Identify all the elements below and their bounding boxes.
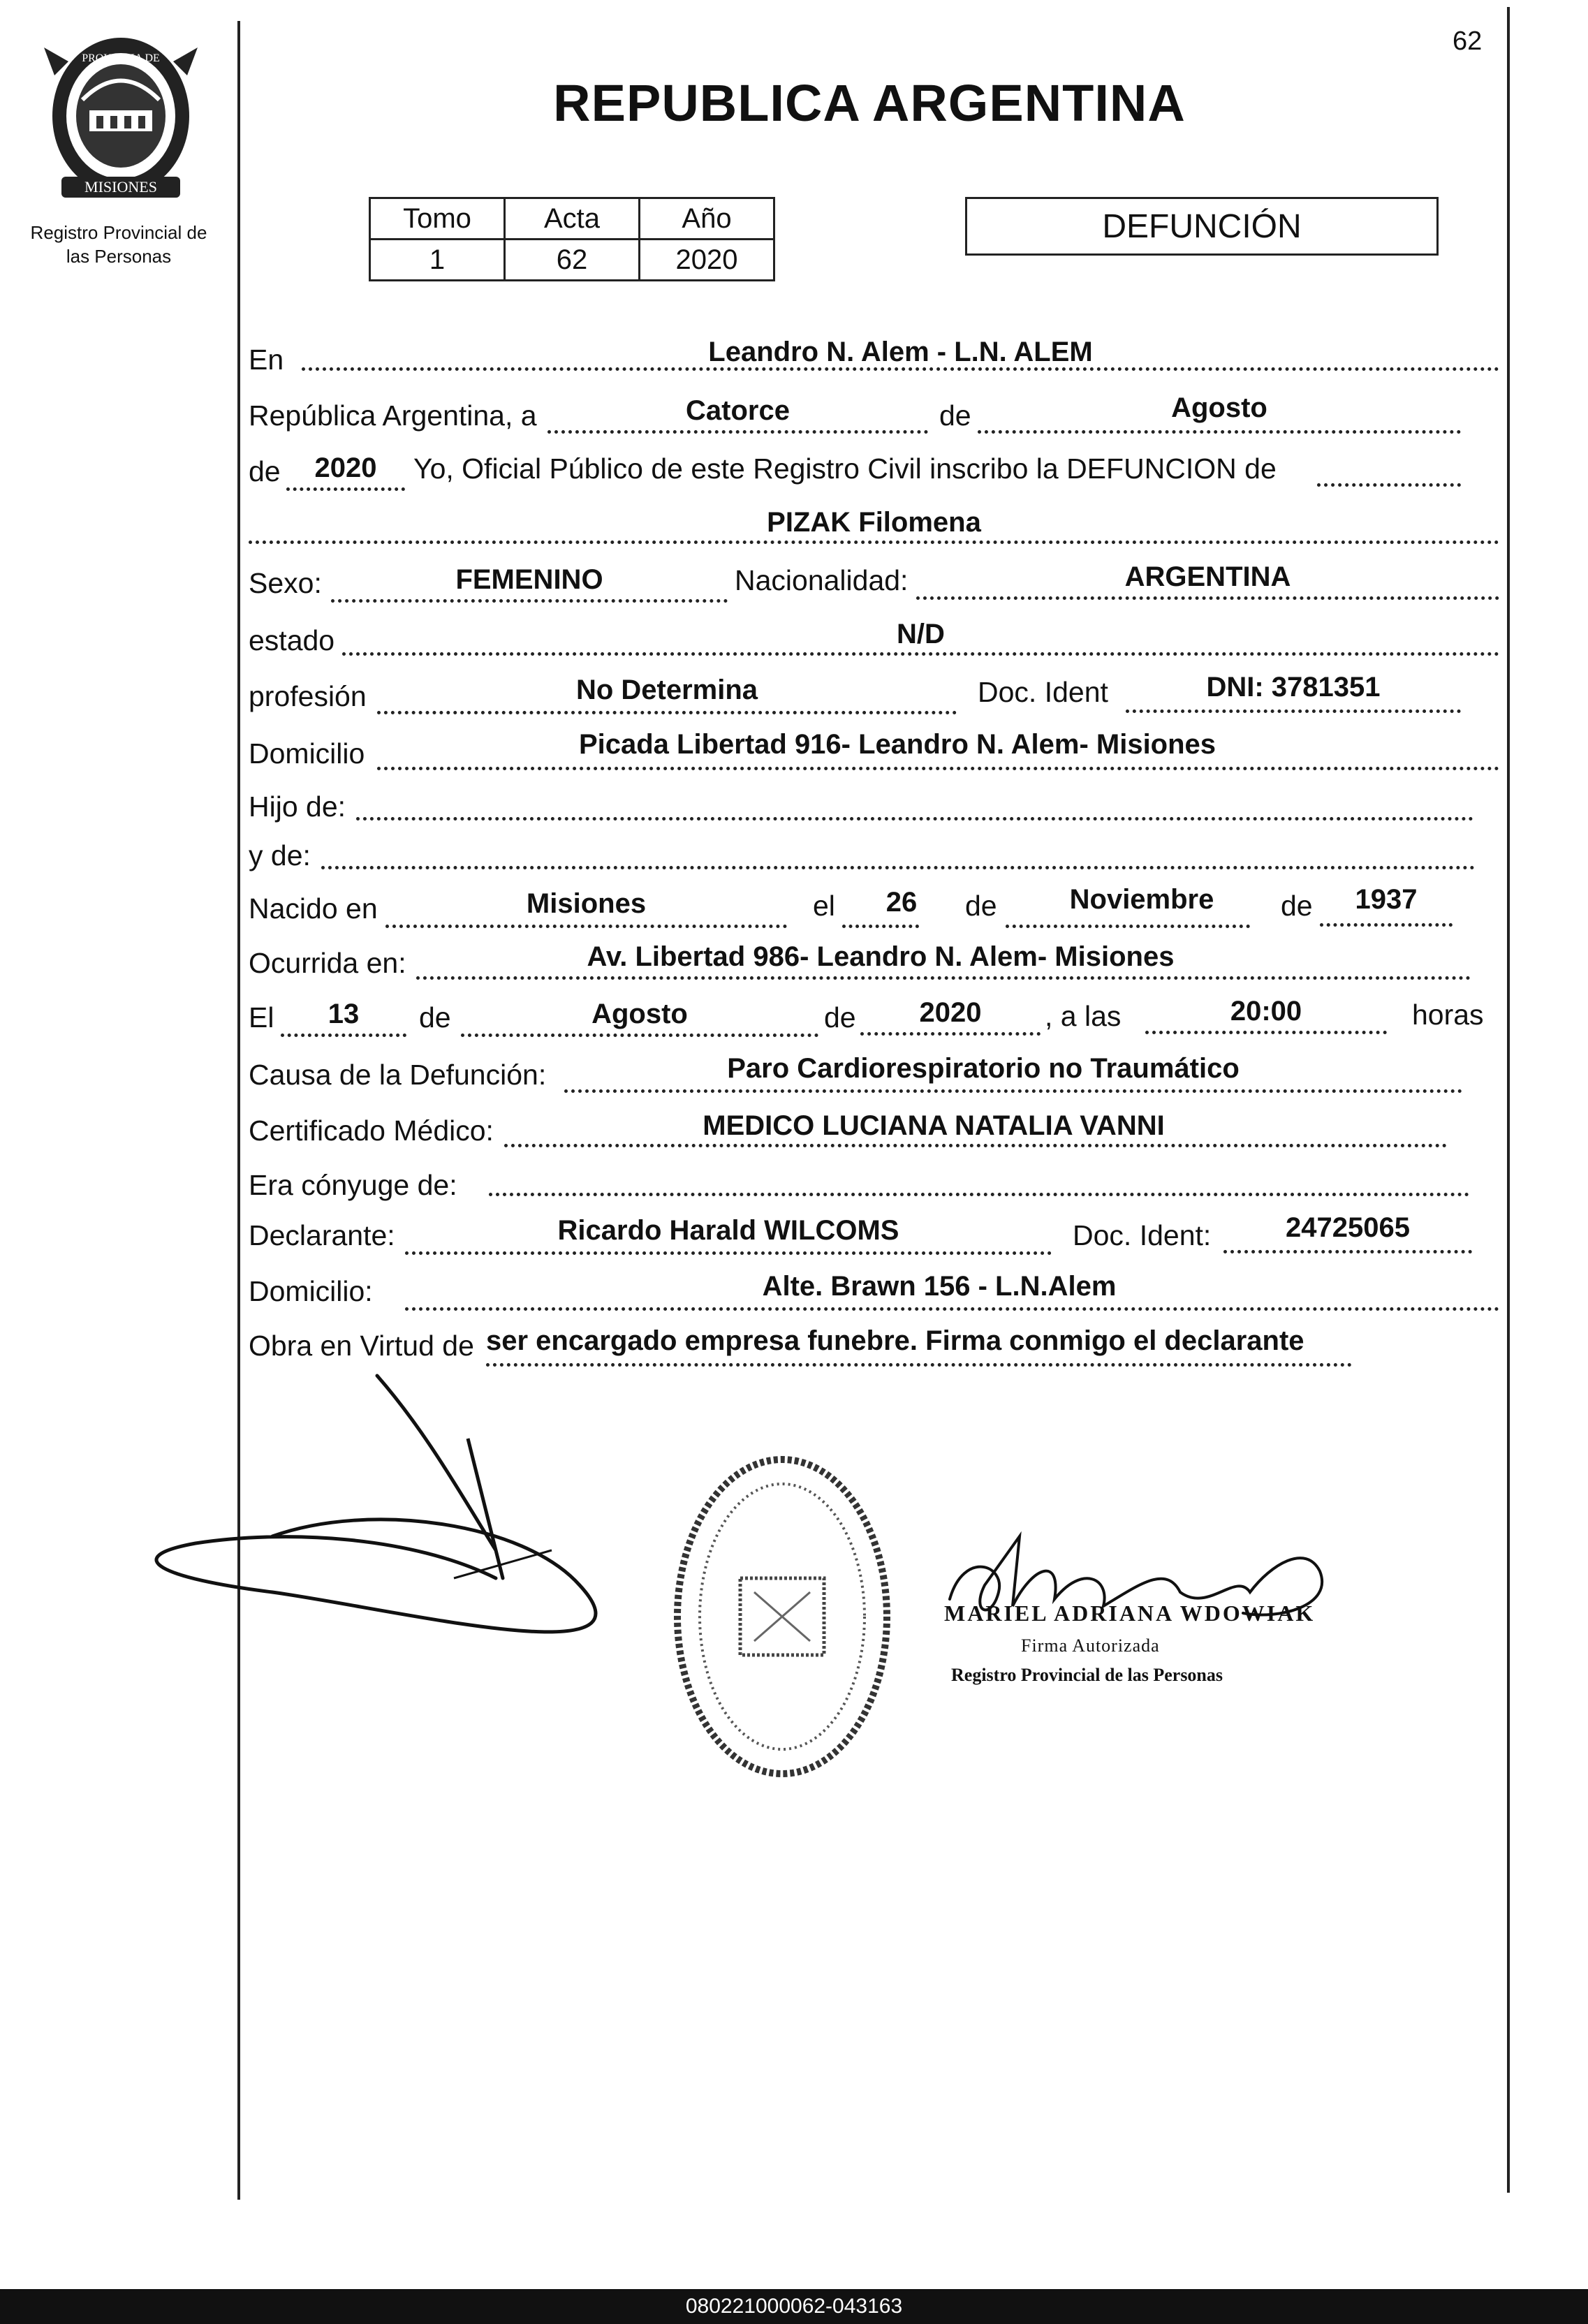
label-conyuge: Era cónyuge de:	[249, 1169, 457, 1201]
registry-value-ano: 2020	[640, 240, 774, 281]
dotline-month	[978, 430, 1461, 434]
label-republica: República Argentina, a	[249, 399, 537, 432]
label-nacido-en: Nacido en	[249, 892, 378, 925]
dotline-ocurrida-en	[416, 976, 1471, 980]
dotline-year	[286, 487, 405, 491]
province-seal-logo	[41, 34, 201, 201]
dotline-nacido-en	[385, 925, 787, 928]
registry-header-ano: Año	[640, 198, 774, 240]
dotline-nacionalidad	[916, 596, 1499, 600]
registry-header-tomo: Tomo	[370, 198, 505, 240]
dotline-profesion	[377, 711, 957, 714]
dotline-causa	[564, 1089, 1462, 1093]
label-el-birth: el	[813, 890, 835, 922]
right-margin-line	[1507, 7, 1510, 2193]
label-certificado: Certificado Médico:	[249, 1115, 494, 1147]
registry-header-row	[370, 198, 774, 240]
dotline-birth-day	[842, 925, 919, 928]
registry-stamp	[670, 1452, 894, 1781]
declarant-signature	[133, 1369, 761, 1697]
label-hijo-de: Hijo de:	[249, 790, 346, 823]
dotline-declarante	[405, 1251, 1052, 1255]
value-birth-day: 26	[885, 887, 918, 918]
dotline-birth-year	[1320, 923, 1453, 927]
dotline-day	[547, 430, 928, 434]
org-name-line1: Registro Provincial de	[30, 222, 207, 243]
value-profesion: No Determina	[575, 675, 758, 705]
value-declarante: Ricardo Harald WILCOMS	[557, 1215, 899, 1246]
label-de-birth-1: de	[965, 890, 997, 922]
value-death-time: 20:00	[1230, 996, 1302, 1027]
label-obra: Obra en Virtud de	[249, 1330, 474, 1362]
country-title: REPUBLICA ARGENTINA	[553, 74, 1186, 132]
dotline-death-time	[1145, 1031, 1387, 1034]
registry-value-row	[370, 240, 774, 281]
value-birth-month: Noviembre	[1069, 884, 1214, 915]
value-causa: Paro Cardiorespiratorio no Traumático	[727, 1053, 1240, 1084]
label-de-2: de	[249, 455, 281, 487]
dotline-death-month	[461, 1034, 818, 1037]
value-death-month: Agosto	[591, 999, 688, 1029]
dotline-death-year	[860, 1032, 1041, 1036]
label-domicilio-declarante: Domicilio:	[249, 1275, 373, 1307]
value-month: Agosto	[1171, 392, 1267, 423]
seal-top-text: PROVINCIA DE	[82, 52, 160, 64]
dotline-death-day	[281, 1034, 406, 1037]
dotline-hijo-de	[356, 817, 1473, 821]
value-deceased-name: PIZAK Filomena	[767, 507, 981, 538]
official-title: Firma Autorizada	[1021, 1635, 1160, 1656]
dotline-conyuge	[489, 1193, 1469, 1196]
value-obra: ser encargado empresa funebre. Firma conmigo el declarante	[486, 1325, 1304, 1356]
value-nacionalidad: ARGENTINA	[1124, 561, 1291, 592]
registry-header-acta: Acta	[505, 198, 640, 240]
value-nacido-en: Misiones	[526, 888, 647, 919]
dotline-yo-tail	[1317, 483, 1461, 487]
value-place: Leandro N. Alem - L.N. ALEM	[708, 337, 1093, 367]
dotline-doc	[1126, 709, 1461, 713]
dotline-declarante-doc	[1223, 1250, 1472, 1253]
dotline-birth-month	[1006, 925, 1250, 928]
label-doc-ident: Doc. Ident	[978, 676, 1108, 708]
label-de-1: de	[939, 399, 971, 432]
value-declarante-doc: 24725065	[1286, 1212, 1410, 1243]
label-de-birth-2: de	[1281, 890, 1313, 922]
value-estado: N/D	[897, 619, 945, 649]
label-causa: Causa de la Defunción:	[249, 1059, 547, 1091]
label-domicilio: Domicilio	[249, 737, 365, 770]
value-domicilio: Picada Libertad 916- Leandro N. Alem- Misiones	[578, 729, 1216, 760]
label-de-death-2: de	[824, 1001, 856, 1034]
label-doc-ident-2: Doc. Ident:	[1073, 1219, 1212, 1251]
label-ocurrida-en: Ocurrida en:	[249, 947, 406, 979]
official-office: Registro Provincial de las Personas	[951, 1665, 1223, 1685]
value-day-words: Catorce	[686, 395, 790, 426]
page-number: 62	[1453, 27, 1483, 56]
dotline-sexo	[331, 599, 728, 603]
value-ocurrida-en: Av. Libertad 986- Leandro N. Alem- Misiones	[587, 941, 1175, 972]
dotline-domicilio-declarante	[405, 1307, 1499, 1311]
value-death-year: 2020	[919, 997, 982, 1028]
dotline-domicilio	[377, 767, 1499, 770]
value-doc: DNI: 3781351	[1206, 672, 1381, 703]
left-margin-line	[237, 21, 240, 2200]
seal-bottom-text: MISIONES	[84, 178, 157, 196]
value-certificado: MEDICO LUCIANA NATALIA VANNI	[703, 1110, 1165, 1141]
record-type-box: DEFUNCIÓN	[965, 197, 1439, 256]
label-yo-statement: Yo, Oficial Público de este Registro Civil inscribo la DEFUNCION de	[413, 453, 1277, 485]
label-el-death: El	[249, 1001, 274, 1034]
label-profesion: profesión	[249, 680, 367, 712]
document-footer-id: 080221000062-043163	[0, 2289, 1588, 2324]
label-nacionalidad: Nacionalidad:	[735, 564, 909, 596]
org-name-line2: las Personas	[66, 246, 172, 267]
dotline-estado	[342, 652, 1499, 656]
org-name	[7, 221, 230, 268]
value-birth-year: 1937	[1355, 884, 1418, 915]
label-horas: horas	[1412, 999, 1484, 1031]
dotline-obra	[486, 1363, 1352, 1367]
label-en: En	[249, 344, 284, 376]
label-declarante: Declarante:	[249, 1219, 395, 1251]
registry-table	[369, 197, 775, 281]
label-y-de: y de:	[249, 839, 311, 872]
label-a-las: , a las	[1045, 1000, 1122, 1032]
value-death-day: 13	[328, 999, 360, 1029]
dotline-name	[249, 540, 1499, 544]
value-year: 2020	[314, 453, 377, 483]
label-estado: estado	[249, 624, 335, 656]
label-de-death-1: de	[419, 1001, 451, 1034]
dotline-certificado	[504, 1144, 1447, 1147]
dotline-y-de	[321, 866, 1475, 869]
value-sexo: FEMENINO	[455, 564, 603, 595]
value-declarante-domicilio: Alte. Brawn 156 - L.N.Alem	[762, 1271, 1117, 1302]
registry-value-acta: 62	[505, 240, 640, 281]
registry-value-tomo: 1	[370, 240, 505, 281]
label-sexo: Sexo:	[249, 567, 322, 599]
official-name: MARIEL ADRIANA WDOWIAK	[944, 1601, 1316, 1626]
